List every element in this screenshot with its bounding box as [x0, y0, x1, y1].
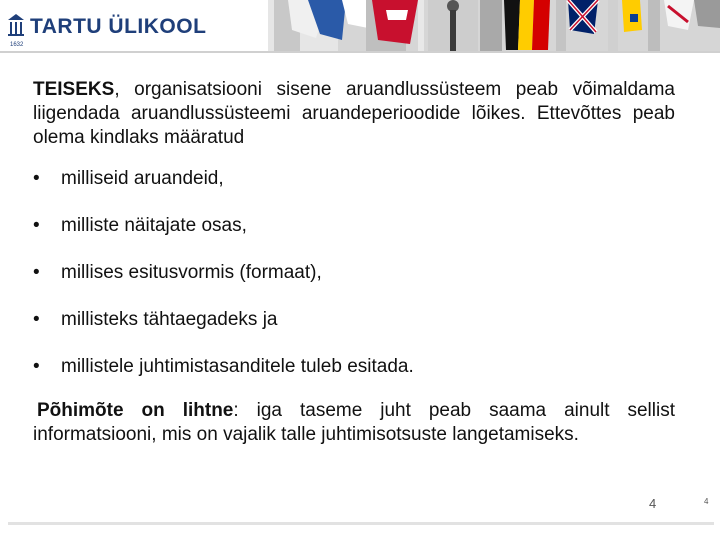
list-item	[33, 167, 675, 191]
slide-content	[33, 78, 675, 447]
intro-text: , organisatsiooni sisene aruandlussüsteem peab võimaldama liigendada aruandlussüsteemi aruandeperioodide lõikes. Ettevõttes peab olema kindlaks määratud	[33, 79, 675, 148]
bullet-icon: •	[33, 215, 40, 236]
page-number: 4	[649, 496, 657, 511]
list-item-text: millises esitusvormis (formaat),	[61, 262, 322, 283]
intro-bold: TEISEKS	[33, 79, 115, 100]
bullet-list	[33, 167, 675, 379]
flag-red	[372, 0, 418, 44]
flags-illustration	[268, 0, 720, 52]
bullet-icon: •	[33, 309, 40, 330]
list-item	[33, 214, 675, 238]
flag-black	[504, 0, 520, 50]
bullet-icon: •	[33, 262, 40, 283]
lamp-post	[450, 10, 456, 52]
principle-text: : iga taseme juht peab saama ainult sellist informatsiooni, mis on vajalik talle juhtimisotsuste langetamiseks.	[33, 400, 675, 445]
list-item	[33, 308, 675, 332]
list-item-text: millisteks tähtaegadeks ja	[61, 309, 278, 330]
page-number-small: 4	[704, 497, 709, 506]
logo-text: TARTU ÜLIKOOL	[30, 15, 207, 38]
list-item-text: milliseid aruandeid,	[61, 168, 224, 189]
list-item	[33, 261, 675, 285]
principle-paragraph	[33, 399, 675, 447]
bullet-icon: •	[33, 356, 40, 377]
university-logo[interactable]	[8, 14, 207, 48]
list-item-text: milliste näitajate osas,	[61, 215, 247, 236]
header-divider	[0, 51, 720, 53]
flag-red-2	[532, 0, 550, 50]
list-item-text: millistele juhtimistasanditele tuleb esitada.	[61, 356, 414, 377]
footer-divider	[8, 522, 714, 525]
principle-bold: Põhimõte on lihtne	[37, 400, 234, 421]
intro-paragraph	[33, 78, 675, 150]
flag-yellow	[518, 0, 534, 50]
header	[0, 0, 720, 52]
bullet-icon: •	[33, 168, 40, 189]
logo-year: 1632	[10, 42, 24, 48]
building-icon	[8, 14, 24, 40]
header-photo-flags	[268, 0, 720, 52]
list-item	[33, 355, 675, 379]
